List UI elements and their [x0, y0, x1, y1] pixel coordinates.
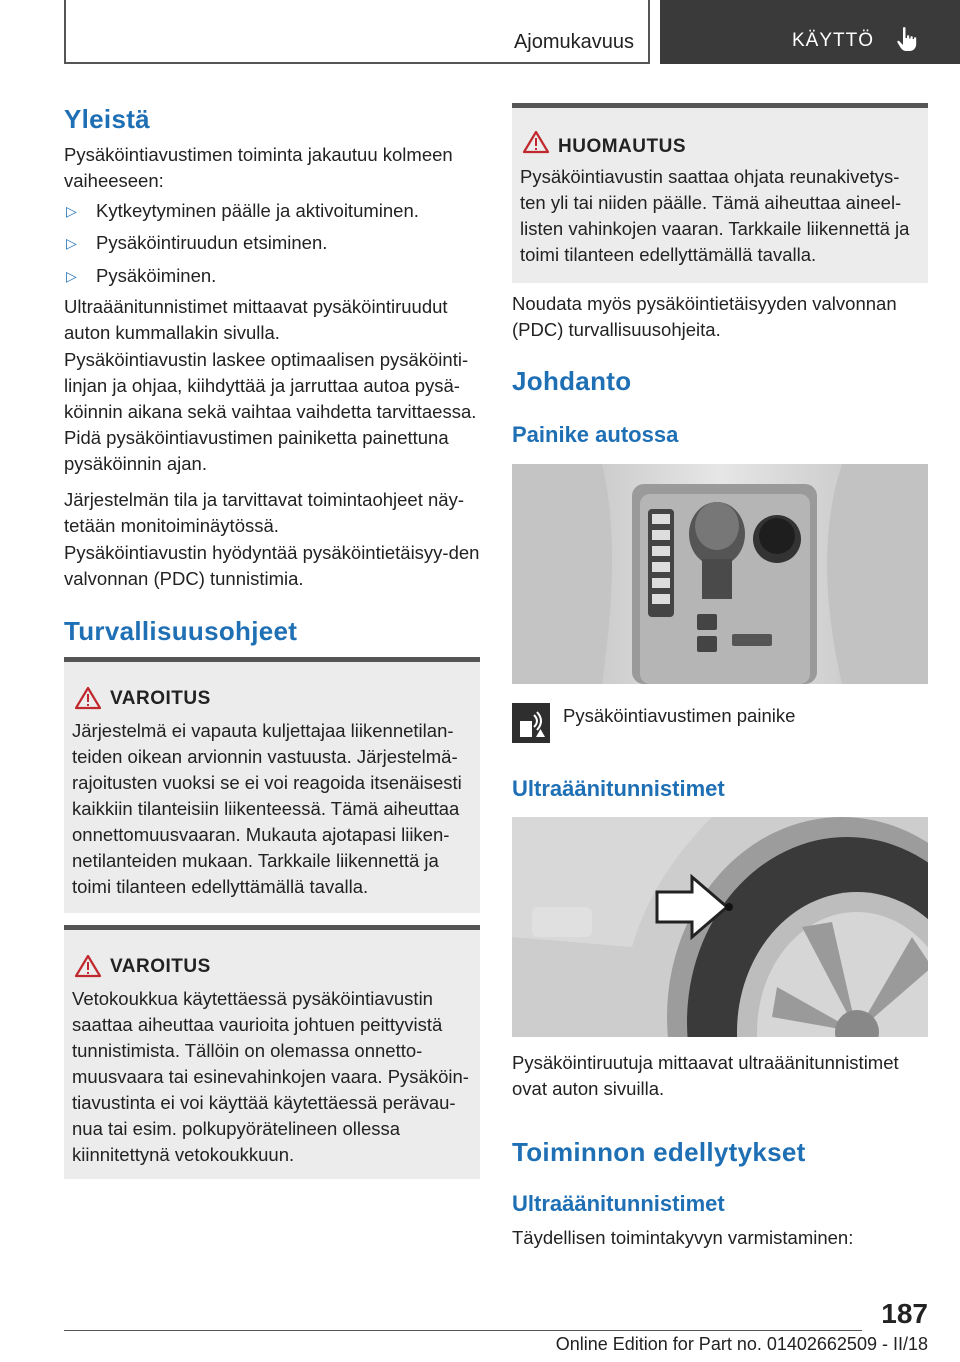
section-title-safety: Turvallisuusohjeet	[64, 616, 298, 646]
triangle-bullet-icon: ▷	[66, 235, 77, 251]
sensor-photo	[512, 817, 928, 1037]
notice-triangle-icon	[522, 130, 550, 154]
notice-body: Pysäköintiavustin saattaa ohjata reunakivetys-ten yli tai niiden päälle. Tämä aiheuttaa aineel-listen vahinkojen vaaran. Tarkkaile liikennettä ja toimi tilanteen edellyttämällä tavalla.	[520, 166, 910, 265]
paragraph-status: Järjestelmän tila ja tarvittavat toimintaohjeet näy-tetään monitoiminäytössä.	[64, 489, 464, 536]
triangle-bullet-icon: ▷	[66, 203, 77, 219]
button-caption: Pysäköintiavustimen painike	[563, 705, 796, 726]
list-item: ▷ Kytkeytyminen päälle ja aktivoituminen.	[66, 198, 480, 224]
pdc-button-icon	[512, 703, 550, 743]
footer-edition: Online Edition for Part no. 01402662509 - II/18	[555, 1334, 928, 1354]
subsection-title-requirements: Ultraäänitunnistimet	[512, 1191, 725, 1216]
list-item: ▷ Pysäköiminen.	[66, 263, 480, 289]
pdc-note: Noudata myös pysäköintietäisyyden valvonnan (PDC) turvallisuusohjeita.	[512, 293, 897, 340]
subsection-title-button: Painike autossa	[512, 422, 679, 447]
notice-title: HUOMAUTUS	[558, 136, 686, 157]
footer-divider	[64, 1330, 862, 1331]
console-photo	[512, 464, 928, 684]
header-section-label: Ajomukavuus	[513, 31, 634, 53]
notice-box	[512, 103, 928, 283]
warning-title: VAROITUS	[110, 688, 211, 709]
triangle-bullet-icon: ▷	[66, 268, 77, 284]
paragraph-sensors: Ultraäänitunnistimet mittaavat pysäköintiruudut auton kummallakin sivulla.	[64, 296, 448, 343]
header-chapter-label: KÄYTTÖ	[792, 30, 875, 51]
console-illustration	[512, 464, 928, 684]
warning-box	[64, 657, 480, 913]
list-item: ▷ Pysäköintiruudun etsiminen.	[66, 230, 480, 256]
wheel-illustration	[512, 817, 928, 1037]
warning-triangle-icon	[74, 954, 102, 978]
header-section-box	[64, 0, 650, 64]
warning-title: VAROITUS	[110, 956, 211, 977]
header-chapter-box	[660, 0, 960, 64]
warning-body: Vetokoukkua käytettäessä pysäköintiavustin saattaa aiheuttaa vaurioita johtuen peittyvistä tunnistimista. Tällöin on olemassa onnetto-muusvaara tai esinevahinkojen vaara. Pysäköin-tiavustinta ei voi käyttää käytettäessä perävau-nua tai esim. polkupyörätelineen ollessa kiinnitettynä vetokoukkuun.	[72, 988, 469, 1165]
section-title-yleista: Yleistä	[64, 104, 150, 134]
warning-box	[64, 925, 480, 1179]
section-title-requirements: Toiminnon edellytykset	[512, 1137, 806, 1167]
paragraph-pdc: Pysäköintiavustin hyödyntää pysäköintietäisyy-den valvonnan (PDC) tunnistimia.	[64, 542, 480, 589]
warning-triangle-icon	[74, 686, 102, 710]
sensors-caption: Pysäköintiruutuja mittaavat ultraäänitunnistimet ovat auton sivuilla.	[512, 1052, 899, 1099]
requirements-text: Täydellisen toimintakyvyn varmistaminen:	[512, 1227, 854, 1248]
pointing-hand-icon	[896, 26, 918, 52]
warning-body: Järjestelmä ei vapauta kuljettajaa liikennetilan-teiden oikean arvionnin vastuusta. Järjestelmä-rajoitusten vuoksi se ei voi reagoida itsenäisesti kaikkiin tilanteisiin liikenteessä. Tämä aiheuttaa onnettomuusvaaran. Mukauta ajotapasi liiken-netilanteiden mukaan. Tarkkaile liikennettä ja toimi tilanteen edellyttämällä tavalla.	[72, 720, 462, 897]
intro-paragraph: Pysäköintiavustimen toiminta jakautuu kolmeen vaiheeseen:	[64, 144, 453, 191]
page-number: 187	[881, 1298, 928, 1329]
section-title-johdanto: Johdanto	[512, 366, 632, 396]
paragraph-calculation: Pysäköintiavustin laskee optimaalisen pysäköinti-linjan ja ohjaa, kiihdyttää ja jarruttaa autoa pysä-köinnin aikana sekä vaihtaa vaihdetta tarvittaessa. Pidä pysäköintiavustimen painiketta painettuna pysäköinnin ajan.	[64, 349, 477, 474]
subsection-title-sensors: Ultraäänitunnistimet	[512, 776, 725, 801]
